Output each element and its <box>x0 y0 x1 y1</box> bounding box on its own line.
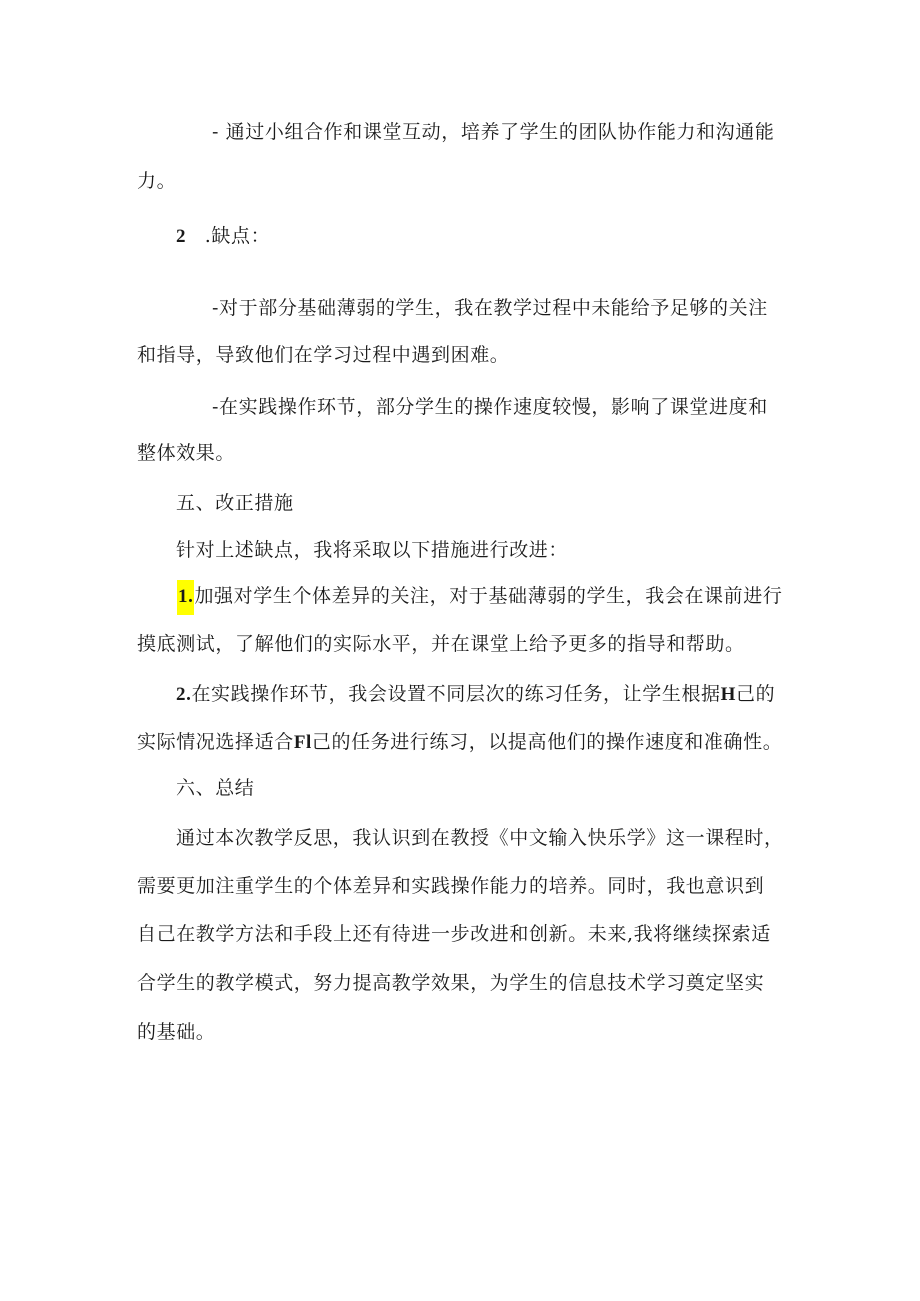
line-text: 和指导，导致他们在学习过程中遇到困难。 <box>137 344 510 366</box>
paragraph-line <box>212 296 768 320</box>
paragraph-line <box>137 1020 215 1044</box>
line-text: 合学生的教学模式，努力提高教学效果，为学生的信息技术学习奠定坚实 <box>137 972 765 994</box>
paragraph-line <box>137 922 771 946</box>
line-text: 己的 <box>736 683 776 705</box>
line-text: 自己在教学方法和手段上还有待进一步改进和创新。未来,我将继续探索适 <box>137 923 771 945</box>
paragraph-line <box>137 874 764 898</box>
line-text: 加强对学生个体差异的关注，对于基础薄弱的学生，我会在课前进行 <box>194 585 783 607</box>
paragraph-line <box>176 538 568 562</box>
paragraph-line <box>137 632 745 656</box>
section-heading-corrective-measures <box>176 491 294 515</box>
highlighted-item-number: 1. <box>177 580 194 615</box>
line-text: 力。 <box>137 170 177 192</box>
line-text: 的基础。 <box>137 1021 216 1043</box>
line-text: 需要更加注重学生的个体差异和实践操作能力的培养。同时，我也意识到 <box>137 875 765 897</box>
line-text: -对于部分基础薄弱的学生，我在教学过程中未能给予足够的关注 <box>212 297 768 319</box>
measure-item-2 <box>176 682 775 707</box>
paragraph-line <box>212 120 774 144</box>
paragraph-line <box>137 441 235 465</box>
item-number: 2. <box>176 684 192 705</box>
heading-text: 六、总结 <box>176 777 255 799</box>
ocr-artifact-text: Fl <box>293 732 312 753</box>
paragraph-line <box>137 730 782 755</box>
line-text: 针对上述缺点，我将采取以下措施进行改进： <box>176 539 569 561</box>
paragraph-line <box>137 169 176 193</box>
measure-item-1 <box>177 584 782 609</box>
line-text: 实际情况选择适合 <box>137 731 294 753</box>
line-text: 通过本次教学反思，我认识到在教授《中文输入快乐学》这一课程时， <box>176 827 784 849</box>
paragraph-line <box>137 971 764 995</box>
section-heading-summary <box>176 776 254 800</box>
section-heading-disadvantages <box>176 224 270 249</box>
paragraph-line <box>176 826 784 850</box>
line-text: 摸底测试，了解他们的实际水平，并在课堂上给予更多的指导和帮助。 <box>137 633 745 655</box>
item-number: 2 <box>176 226 187 247</box>
heading-text: .缺点： <box>204 225 271 247</box>
paragraph-line <box>212 395 768 419</box>
paragraph-line <box>137 343 509 367</box>
line-text: 整体效果。 <box>137 442 236 464</box>
line-text: 己的任务进行练习，以提高他们的操作速度和准确性。 <box>311 731 783 753</box>
line-text: -在实践操作环节，部分学生的操作速度较慢，影响了课堂进度和 <box>212 396 768 418</box>
line-text: - 通过小组合作和课堂互动，培养了学生的团队协作能力和沟通能 <box>212 121 775 143</box>
ocr-artifact-text: H <box>720 684 737 705</box>
line-text: 在实践操作环节，我会设置不同层次的练习任务，让学生根据 <box>191 683 721 705</box>
heading-text: 五、改正措施 <box>176 492 294 514</box>
